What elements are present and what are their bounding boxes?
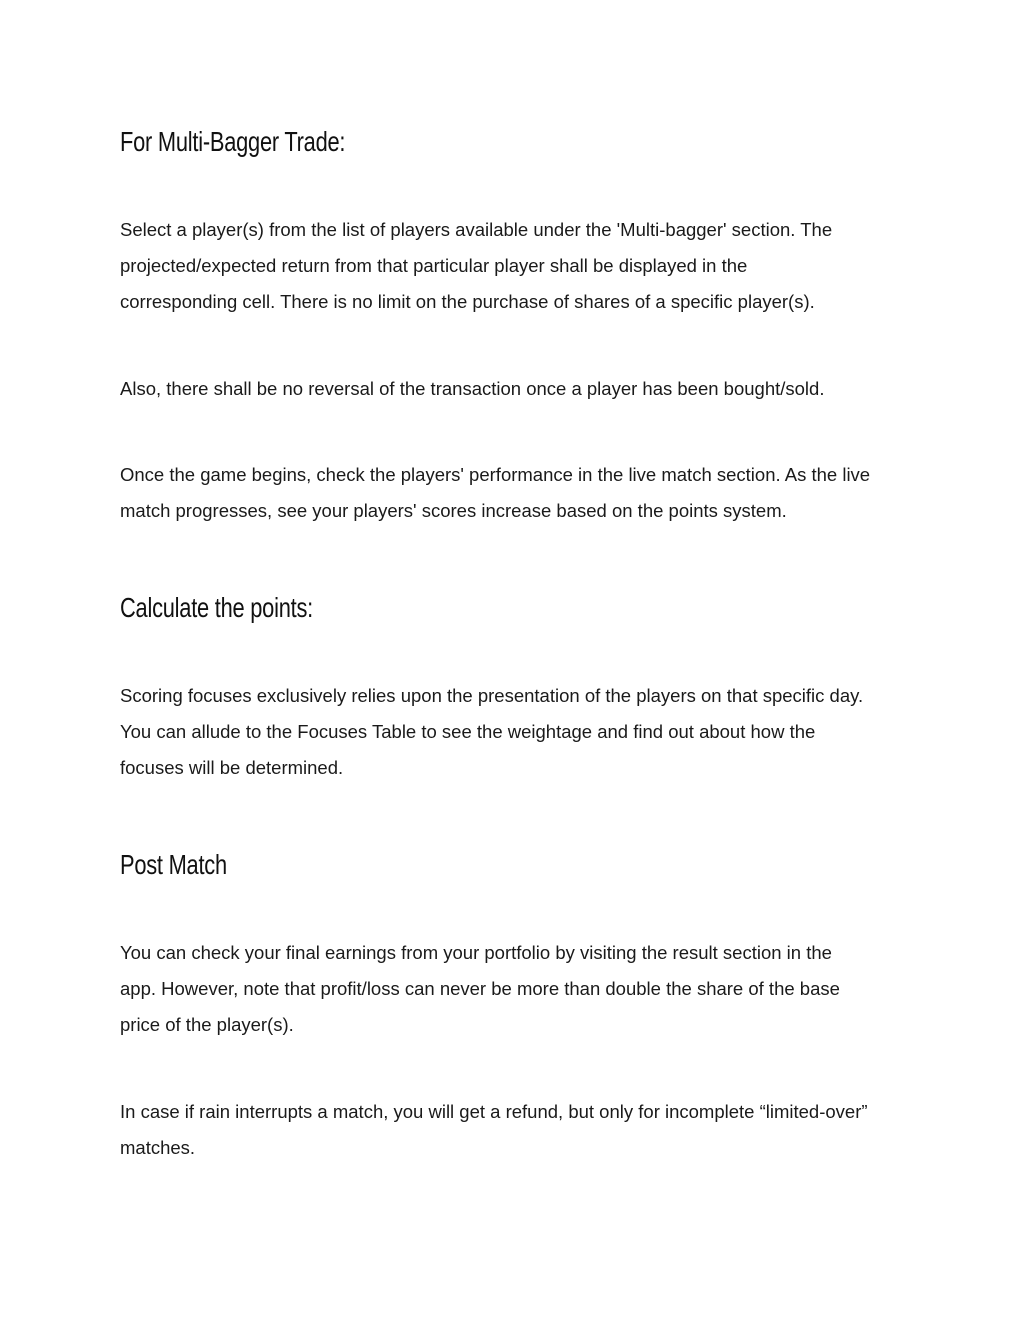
section-heading-calculate-points: Calculate the points:: [120, 592, 313, 623]
paragraph-line: In case if rain interrupts a match, you will get a refund, but only for incomplete “limited-over”: [120, 1101, 868, 1122]
paragraph-line: app. However, note that profit/loss can never be more than double the share of the base: [120, 978, 840, 999]
paragraph-line: Also, there shall be no reversal of the transaction once a player has been bought/sold.: [120, 378, 825, 399]
paragraph-line: Scoring focuses exclusively relies upon the presentation of the players on that specific day.: [120, 685, 864, 706]
paragraph-line: match progresses, see your players' scores increase based on the points system.: [120, 500, 787, 521]
paragraph-line: price of the player(s).: [120, 1014, 294, 1035]
paragraph-live-match: [120, 457, 920, 529]
paragraph-select-player: [120, 212, 920, 320]
paragraph-final-earnings: [120, 935, 920, 1043]
paragraph-line: matches.: [120, 1137, 196, 1158]
paragraph-line: You can allude to the Focuses Table to see the weightage and find out about how the: [120, 721, 816, 742]
paragraph-no-reversal: [120, 371, 920, 407]
paragraph-line: corresponding cell. There is no limit on the purchase of shares of a specific player(s).: [120, 291, 815, 312]
section-heading-multi-bagger-trade: For Multi-Bagger Trade:: [120, 126, 346, 157]
paragraph-line: Select a player(s) from the list of players available under the 'Multi-bagger' section. The: [120, 219, 833, 240]
paragraph-line: projected/expected return from that particular player shall be displayed in the: [120, 255, 748, 276]
section-heading-post-match: Post Match: [120, 849, 227, 880]
paragraph-line: You can check your final earnings from your portfolio by visiting the result section in the: [120, 942, 832, 963]
paragraph-line: focuses will be determined.: [120, 757, 344, 778]
paragraph-rain-refund: [120, 1094, 920, 1166]
paragraph-line: Once the game begins, check the players' performance in the live match section. As the live: [120, 464, 871, 485]
paragraph-scoring: [120, 678, 920, 786]
